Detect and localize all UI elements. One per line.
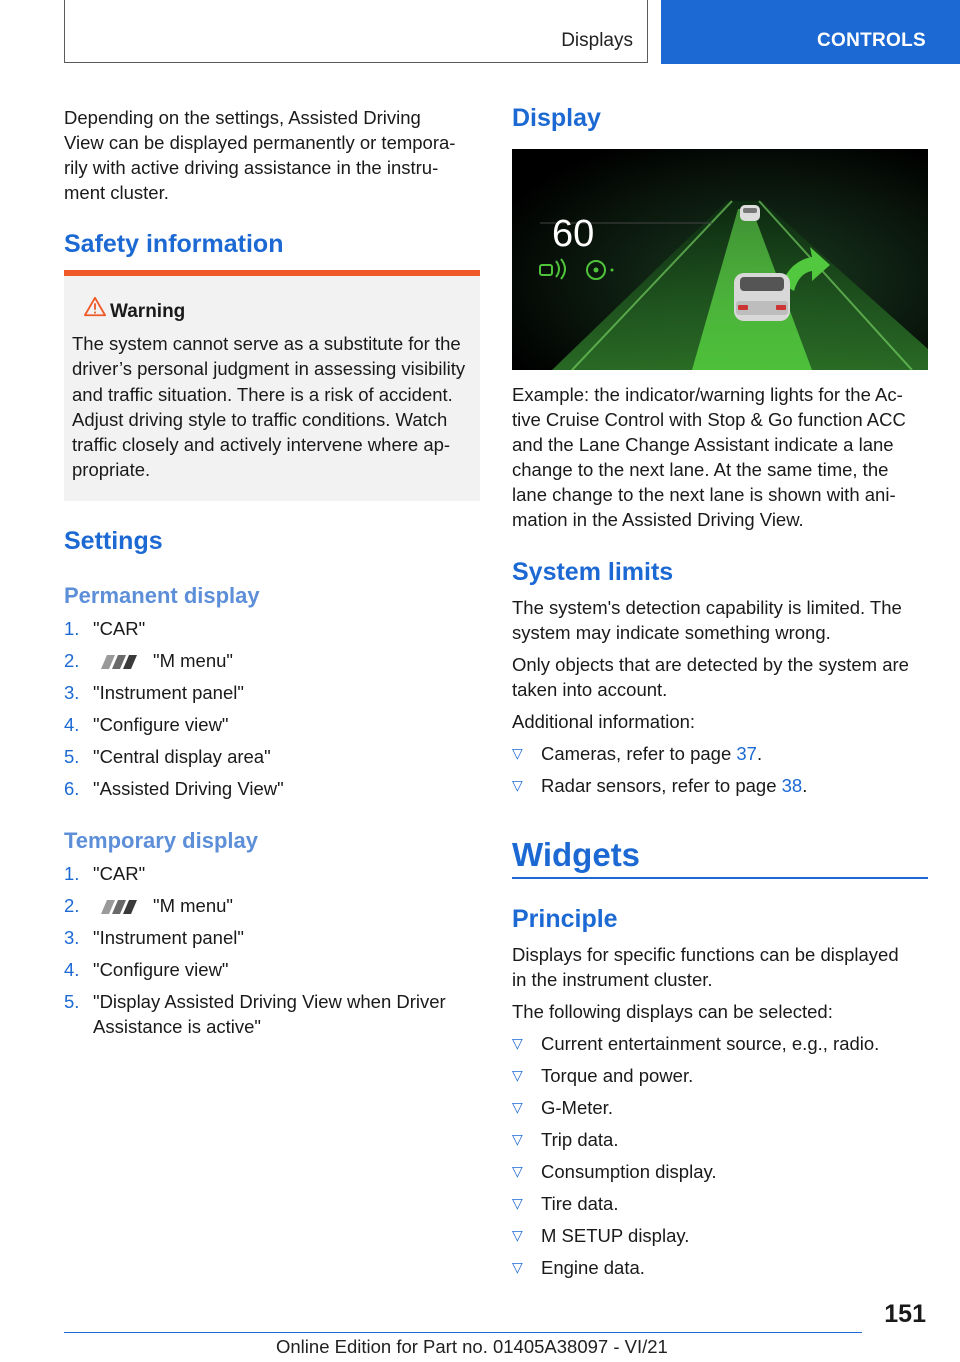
- widgets-rule: [512, 877, 928, 879]
- triangle-bullet-icon: ▽: [512, 1195, 523, 1211]
- list-text: "Central display area": [93, 746, 271, 767]
- header-chapter-tab[interactable]: [661, 0, 960, 64]
- warning-line: propriate.: [72, 459, 151, 481]
- list-number: 6.: [64, 778, 80, 799]
- list-text-with-logo: [93, 893, 233, 918]
- warning-line: Adjust driving style to traffic conditions. Watch: [72, 408, 448, 430]
- list-number: 4.: [64, 959, 80, 980]
- header-chapter-label: CONTROLS: [816, 30, 926, 51]
- warning-bar: [64, 270, 480, 276]
- footer-edition: Online Edition for Part no. 01405A38097 - VI/21: [276, 1336, 668, 1357]
- list-text: Trip data.: [541, 1129, 619, 1150]
- settings-heading: Settings: [64, 527, 163, 555]
- list-number: 2.: [64, 650, 80, 671]
- lead-car-icon: [740, 205, 760, 221]
- limits-line: Additional information:: [512, 711, 696, 732]
- list-text: M SETUP display.: [541, 1225, 690, 1246]
- list-text: "CAR": [93, 863, 146, 884]
- list-text: "M menu": [153, 650, 233, 671]
- permanent-heading: Permanent display: [64, 583, 260, 608]
- caption-line: mation in the Assisted Driving View.: [512, 509, 804, 530]
- list-text: "Assisted Driving View": [93, 778, 284, 799]
- triangle-bullet-icon: ▽: [512, 1131, 523, 1147]
- triangle-bullet-icon: ▽: [512, 1035, 523, 1051]
- list-text: "M menu": [153, 895, 233, 916]
- list-number: 3.: [64, 927, 80, 948]
- list-text: Cameras, refer to page 37.: [541, 743, 763, 764]
- list-text: "Display Assisted Driving View when Driver: [93, 991, 446, 1012]
- system-limits-heading: System limits: [512, 558, 674, 586]
- list-text: "Configure view": [93, 714, 229, 735]
- footer-rule: [64, 1332, 862, 1333]
- list-text: Torque and power.: [541, 1065, 694, 1086]
- intro-line: ment cluster.: [64, 182, 169, 203]
- warning-line: The system cannot serve as a substitute for the: [72, 333, 461, 354]
- caption-line: and the Lane Change Assistant indicate a lane: [512, 434, 894, 455]
- assisted-driving-view-image: [512, 149, 928, 370]
- safety-heading: Safety information: [64, 230, 284, 258]
- list-text: "CAR": [93, 618, 146, 639]
- list-text: "Instrument panel": [93, 682, 244, 703]
- list-number: 1.: [64, 618, 80, 639]
- triangle-bullet-icon: ▽: [512, 745, 523, 761]
- list-text: Tire data.: [541, 1193, 619, 1214]
- caption-line: tive Cruise Control with Stop & Go function ACC: [512, 409, 906, 430]
- list-text: "Instrument panel": [93, 927, 244, 948]
- warning-line: traffic closely and actively intervene where ap-: [72, 434, 451, 456]
- triangle-bullet-icon: ▽: [512, 1227, 523, 1243]
- caption-line: lane change to the next lane is shown with ani-: [512, 484, 896, 505]
- principle-line: in the instrument cluster.: [512, 969, 713, 990]
- list-text: Engine data.: [541, 1257, 645, 1278]
- header-section-title: Displays: [561, 30, 633, 51]
- m-menu-logo-icon: [93, 654, 145, 670]
- list-text: Current entertainment source, e.g., radio.: [541, 1033, 880, 1054]
- header-section-box: [64, 0, 648, 63]
- temporary-heading: Temporary display: [64, 828, 258, 853]
- principle-heading: Principle: [512, 905, 618, 933]
- widgets-heading: Widgets: [512, 836, 641, 873]
- ego-car-icon: [734, 273, 790, 321]
- limits-line: The system's detection capability is limited. The: [512, 597, 902, 618]
- warning-triangle-icon: [84, 296, 106, 318]
- m-menu-logo-icon: [93, 899, 145, 915]
- triangle-bullet-icon: ▽: [512, 1163, 523, 1179]
- page-number: 151: [884, 1300, 926, 1328]
- list-item-continuation: Assistance is active": [93, 1016, 261, 1037]
- principle-line: The following displays can be selected:: [512, 1001, 833, 1022]
- list-text-with-logo: [93, 648, 233, 673]
- page-link-38[interactable]: 38: [781, 775, 803, 796]
- limits-line: system may indicate something wrong.: [512, 622, 831, 643]
- limits-line: taken into account.: [512, 679, 668, 700]
- list-text: "Configure view": [93, 959, 229, 980]
- warning-title: Warning: [110, 301, 186, 322]
- assisted-driving-illustration: [512, 149, 928, 370]
- warning-text: [72, 331, 482, 483]
- caption-line: Example: the indicator/warning lights for the Ac-: [512, 384, 903, 405]
- triangle-bullet-icon: ▽: [512, 777, 523, 793]
- speed-readout: 60: [552, 213, 595, 255]
- warning-line: driver’s personal judgment in assessing visibility: [72, 358, 466, 380]
- intro-line: rily with active driving assistance in the instru-: [64, 157, 439, 178]
- triangle-bullet-icon: ▽: [512, 1067, 523, 1083]
- page-link-37[interactable]: 37: [736, 743, 757, 764]
- warning-line: and traffic situation. There is a risk of accident.: [72, 383, 453, 405]
- caption-line: change to the next lane. At the same time, the: [512, 459, 889, 480]
- ref-text: Cameras, refer to page: [541, 743, 737, 764]
- list-number: 1.: [64, 863, 80, 884]
- list-text: Radar sensors, refer to page 38.: [541, 775, 808, 796]
- display-heading: Display: [512, 104, 601, 132]
- list-number: 5.: [64, 991, 80, 1012]
- list-text: Consumption display.: [541, 1161, 717, 1182]
- intro-line: View can be displayed permanently or tempora-: [64, 132, 456, 153]
- principle-line: Displays for specific functions can be displayed: [512, 944, 899, 965]
- ref-text: Radar sensors, refer to page: [541, 775, 782, 796]
- warning-box: [64, 270, 480, 501]
- limits-line: Only objects that are detected by the system are: [512, 654, 909, 675]
- list-number: 2.: [64, 895, 80, 916]
- triangle-bullet-icon: ▽: [512, 1259, 523, 1275]
- list-text: G-Meter.: [541, 1097, 613, 1118]
- triangle-bullet-icon: ▽: [512, 1099, 523, 1115]
- intro-line: Depending on the settings, Assisted Driving: [64, 107, 421, 128]
- list-number: 4.: [64, 714, 80, 735]
- list-number: 3.: [64, 682, 80, 703]
- list-number: 5.: [64, 746, 80, 767]
